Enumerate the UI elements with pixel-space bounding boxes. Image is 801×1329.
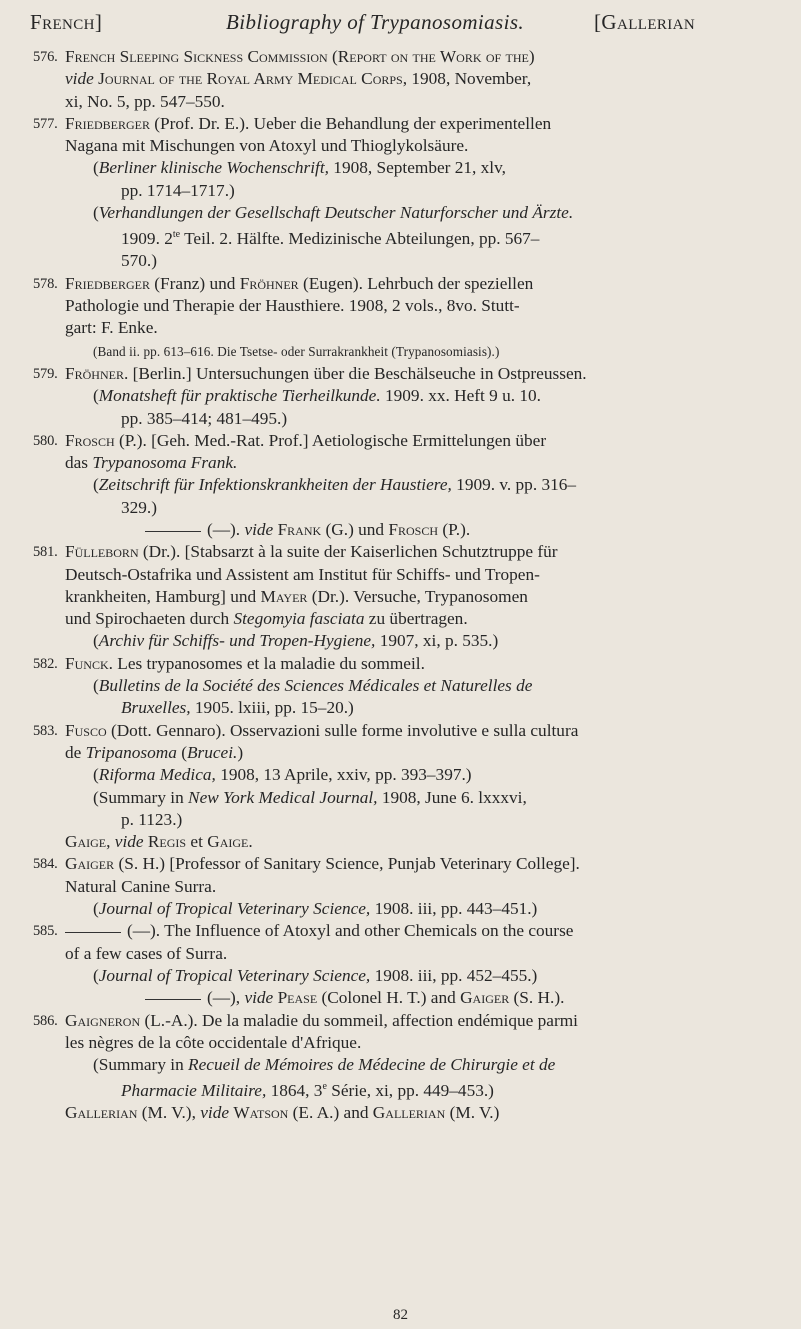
text-run: (P.). [Geh. Med.-Rat. Prof.] Aetiologische Ermittelungen über: [114, 430, 547, 450]
italic-text: vide: [244, 520, 274, 539]
italic-text: Berliner klinische Wochenschrift,: [98, 158, 329, 178]
bibliography-entry: [33, 273, 791, 363]
entry-line: [65, 519, 791, 541]
bibliography-entry: [33, 831, 791, 853]
text-run: zu übertragen.: [364, 609, 468, 629]
text-run: 1909. xx. Heft 9 u. 10.: [380, 386, 542, 406]
text-run: (: [93, 158, 99, 178]
text-run: (: [93, 631, 99, 651]
entry-line: [65, 1054, 791, 1076]
entry-line: [65, 1076, 791, 1102]
author-name: Gaiger: [460, 988, 510, 1008]
text-run: (S. H.).: [509, 988, 565, 1008]
author-name: Fülleborn: [65, 542, 139, 562]
text-run: Deutsch-Ostafrika und Assistent am Institut für Schiffs- und Tropen-: [65, 564, 540, 584]
entry-line: [65, 943, 791, 965]
text-run: (Dr.). [Stabsarzt à la suite der Kaiserlichen Schutztruppe für: [138, 542, 558, 562]
entry-line: [65, 541, 791, 563]
entry-line: [65, 273, 791, 295]
italic-text: Zeitschrift für Infektionskrankheiten der Haustiere,: [98, 475, 452, 495]
entry-line: [65, 474, 791, 496]
author-name: Fusco: [65, 720, 107, 740]
text-run: , 1908, November,: [402, 69, 532, 89]
author-name: Pease: [277, 988, 318, 1008]
italic-text: Bruxelles,: [121, 698, 191, 718]
entry-line: [65, 853, 791, 875]
text-run: .: [248, 832, 253, 852]
text-run: (—),: [207, 988, 245, 1008]
text-run: (G.) und: [321, 520, 389, 539]
text-run: of a few cases of Surra.: [65, 943, 228, 963]
entry-number: 580.: [33, 432, 58, 449]
text-run: (Franz) und: [149, 273, 240, 293]
text-run: gart: F. Enke.: [65, 318, 158, 338]
author-name: Gaiger: [65, 854, 115, 874]
entry-line: [65, 317, 791, 339]
italic-text: Stegomyia fasciata: [233, 609, 365, 629]
text-run: 1908, June 6. lxxxvi,: [377, 787, 527, 807]
italic-text: vide: [200, 1103, 230, 1123]
text-run: pp. 385–414; 481–495.): [121, 408, 288, 428]
bibliography-entry: [33, 853, 791, 920]
entry-line: [65, 764, 791, 786]
author-name: Funck: [65, 653, 109, 673]
text-run: 1909. v. pp. 316–: [451, 475, 577, 495]
entry-line: [65, 250, 791, 272]
text-run: Pathologie und Therapie der Hausthiere. 1908, 2 vols., 8vo. Stutt-: [65, 296, 520, 316]
entry-line: [65, 831, 791, 853]
author-name: Regis: [147, 832, 187, 852]
entry-number: 577.: [33, 115, 58, 132]
entry-line: [65, 697, 791, 719]
italic-text: Riforma Medica,: [98, 765, 216, 785]
text-run: p. 1123.): [121, 809, 183, 829]
text-run: (: [93, 676, 99, 696]
text-run: (E. A.) and: [288, 1103, 373, 1123]
text-run: (Band ii. pp. 613–616. Die Tsetse- oder Surrakrankheit (Trypanosomiasis).): [93, 343, 500, 359]
bibliography-entry: [33, 113, 791, 273]
text-run: (: [93, 899, 99, 919]
text-run: 1905. lxiii, pp. 15–20.): [190, 698, 354, 718]
text-run: pp. 1714–1717.): [121, 180, 235, 200]
entry-line: [65, 987, 791, 1009]
bibliography-entry: [33, 46, 791, 113]
text-run: (L.-A.). De la maladie du sommeil, affection endémique parmi: [140, 1010, 578, 1030]
entry-line: [65, 787, 791, 809]
author-name: Friedberger: [65, 273, 150, 293]
bibliography-entry: [33, 541, 791, 652]
entry-line: [65, 809, 791, 831]
text-run: und Spirochaeten durch: [65, 609, 234, 629]
header-right: [Gallerian: [594, 10, 696, 34]
author-name: Gaige: [65, 832, 107, 852]
text-run: 329.): [121, 497, 157, 517]
italic-text: Journal of Tropical Veterinary Science,: [98, 965, 371, 985]
text-run: (: [176, 742, 187, 762]
text-run: 570.): [121, 251, 157, 271]
entry-line: [65, 1032, 791, 1054]
italic-text: Archiv für Schiffs- und Tropen-Hygiene,: [98, 631, 376, 651]
text-run: (Prof. Dr. E.). Ueber die Behandlung der experimentellen: [149, 113, 552, 133]
italic-text: Tripanosoma: [85, 742, 177, 762]
text-run: (: [93, 203, 99, 223]
text-run: 1908, September 21, xlv,: [328, 158, 506, 178]
italic-text: Brucei.: [186, 742, 238, 762]
entry-line: [65, 202, 791, 224]
entry-number: 578.: [33, 275, 58, 292]
superscript: e: [322, 1081, 327, 1093]
entry-line: [65, 430, 791, 452]
bibliography-entry: [33, 920, 791, 1009]
text-run: (: [93, 765, 99, 785]
text-run: 1907, xi, p. 535.): [375, 631, 499, 651]
entry-line: [65, 1102, 791, 1124]
text-run: krankheiten, Hamburg] und: [65, 586, 261, 606]
entry-line: [65, 898, 791, 920]
entry-line: [65, 497, 791, 519]
text-run: (Summary in: [93, 1055, 189, 1075]
entry-line: [65, 1010, 791, 1032]
text-run: (—). The Influence of Atoxyl and other Chemicals on the course: [127, 921, 574, 941]
text-run: (: [93, 475, 99, 495]
entry-line: [65, 452, 791, 474]
entry-number: 581.: [33, 544, 58, 561]
entry-line: [65, 408, 791, 430]
author-name: Frank: [277, 520, 322, 539]
entry-number: 584.: [33, 856, 58, 873]
entry-line: [65, 91, 791, 113]
text-run: (: [93, 386, 99, 406]
text-run: (Dott. Gennaro). Osservazioni sulle forme involutive e sulla cultura: [106, 720, 579, 740]
text-run: (: [93, 965, 99, 985]
entry-line: [65, 68, 791, 90]
entry-line: [65, 564, 791, 586]
header-left: French]: [30, 10, 103, 34]
text-run: (P.).: [438, 520, 471, 539]
ditto-rule: [65, 932, 121, 933]
bibliography-entry: [33, 430, 791, 541]
text-run: les nègres de la côte occidentale d'Afrique.: [65, 1032, 362, 1052]
entry-number: 586.: [33, 1012, 58, 1029]
running-header: [30, 10, 786, 38]
entry-number: 585.: [33, 923, 58, 940]
header-title: Bibliography of Trypanosomiasis.: [226, 10, 525, 34]
entry-line: [65, 363, 791, 385]
author-name: Fröhner: [65, 363, 124, 383]
text-run: 1909. 2: [121, 229, 173, 249]
entry-line: [65, 965, 791, 987]
text-run: 1908. iii, pp. 443–451.): [370, 899, 538, 919]
entry-number: 583.: [33, 722, 58, 739]
bibliography-entry: [33, 1102, 791, 1124]
entry-line: [65, 135, 791, 157]
author-name: Frosch: [65, 430, 115, 450]
author-name: Watson: [233, 1103, 289, 1123]
text-run: 1908, 13 Aprile, xxiv, pp. 393–397.): [215, 765, 472, 785]
text-run: (M. V.),: [137, 1103, 201, 1123]
text-run: das: [65, 453, 93, 473]
text-run: Série, xi, pp. 449–453.): [326, 1081, 494, 1101]
text-run: Nagana mit Mischungen von Atoxyl und Thioglykolsäure.: [65, 136, 469, 156]
superscript: te: [172, 229, 181, 241]
text-run: Natural Canine Surra.: [65, 876, 217, 896]
italic-text: Monatsheft für praktische Tierheilkunde.: [98, 386, 381, 406]
author-name: Gallerian: [65, 1103, 138, 1123]
italic-text: Bulletins de la Société des Sciences Médicales et Naturelles de: [98, 676, 533, 696]
entry-line: [65, 46, 791, 68]
entry-line: [65, 157, 791, 179]
text-run: (M. V.): [445, 1103, 500, 1123]
italic-text: New York Medical Journal,: [188, 787, 378, 807]
text-run: . Les trypanosomes et la maladie du sommeil.: [108, 653, 425, 673]
entry-line: [65, 720, 791, 742]
text-run: 1908. iii, pp. 452–455.): [370, 965, 538, 985]
bibliography-entry: [33, 720, 791, 831]
bibliography-entry: [33, 363, 791, 430]
text-run: 1864, 3: [266, 1081, 323, 1101]
entry-number: 582.: [33, 655, 58, 672]
author-name: French Sleeping Sickness Commission (Report on the Work of the): [65, 47, 535, 66]
entry-line: [65, 340, 791, 363]
italic-text: Pharmacie Militaire,: [121, 1081, 267, 1101]
bibliography-entries: [33, 46, 791, 1125]
entry-line: [65, 385, 791, 407]
italic-text: vide: [114, 832, 144, 852]
entry-line: [65, 920, 791, 942]
entry-number: 579.: [33, 365, 58, 382]
text-run: de: [65, 742, 86, 762]
author-name: Journal of the Royal Army Medical Corps: [98, 69, 403, 89]
entry-line: [65, 113, 791, 135]
entry-line: [65, 675, 791, 697]
text-run: ,: [106, 832, 115, 852]
entry-line: [65, 180, 791, 202]
text-run: (Dr.). Versuche, Trypanosomen: [307, 586, 528, 606]
entry-line: [65, 586, 791, 608]
text-run: . [Berlin.] Untersuchungen über die Beschälseuche in Ostpreussen.: [123, 363, 587, 383]
ditto-rule: [145, 999, 201, 1000]
author-name: Gallerian: [372, 1103, 446, 1123]
entry-line: [65, 608, 791, 630]
text-run: (Eugen). Lehrbuch der speziellen: [298, 273, 534, 293]
page-number: 82: [393, 1307, 408, 1323]
italic-text: vide: [65, 69, 94, 89]
entry-line: [65, 630, 791, 652]
italic-text: vide: [244, 988, 274, 1008]
text-run: et: [186, 832, 208, 852]
author-name: Mayer: [260, 586, 308, 606]
entry-line: [65, 653, 791, 675]
italic-text: Journal of Tropical Veterinary Science,: [98, 899, 371, 919]
author-name: Fröhner: [239, 273, 299, 293]
ditto-rule: [145, 531, 201, 532]
text-run: ): [237, 742, 244, 762]
entry-line: [65, 224, 791, 250]
author-name: Gaigneron: [65, 1010, 141, 1030]
text-run: (Summary in: [93, 787, 189, 807]
author-name: Gaige: [207, 832, 249, 852]
text-run: (Colonel H. T.) and: [317, 988, 461, 1008]
text-run: Teil. 2. Hälfte. Medizinische Abteilungen, pp. 567–: [180, 229, 540, 249]
author-name: Frosch: [388, 520, 439, 539]
text-run: (S. H.) [Professor of Sanitary Science, Punjab Veterinary College].: [114, 854, 580, 874]
italic-text: Verhandlungen der Gesellschaft Deutscher Naturforscher und Ärzte.: [98, 203, 574, 223]
entry-line: [65, 742, 791, 764]
text-run: xi, No. 5, pp. 547–550.: [65, 91, 225, 111]
italic-text: Trypanosoma Frank.: [92, 453, 238, 473]
entry-line: [65, 295, 791, 317]
bibliography-entry: [33, 653, 791, 720]
text-run: (—).: [207, 520, 245, 539]
author-name: Friedberger: [65, 113, 150, 133]
italic-text: Recueil de Mémoires de Médecine de Chirurgie et de: [188, 1055, 556, 1075]
bibliography-entry: [33, 1010, 791, 1103]
entry-line: [65, 876, 791, 898]
entry-number: 576.: [33, 49, 58, 65]
